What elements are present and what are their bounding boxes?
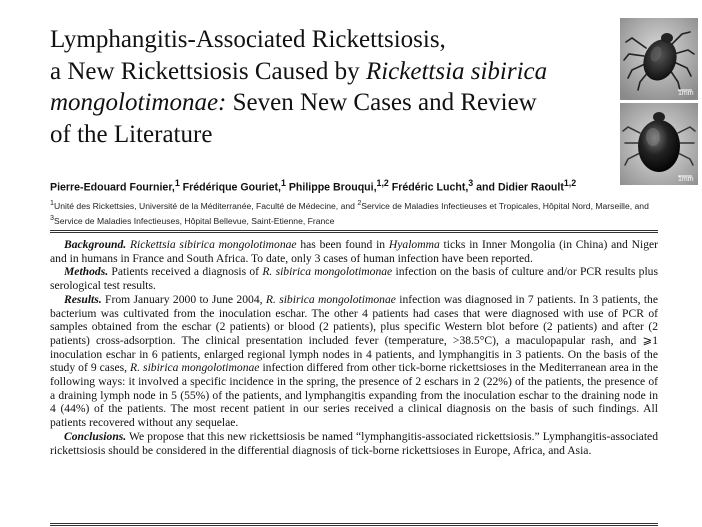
author-name: Frédéric Lucht, <box>388 181 469 194</box>
tick-photos <box>620 18 698 186</box>
tick-dorsal-photo <box>620 18 698 100</box>
title-line-3 <box>50 87 610 119</box>
title-line-4: of the Literature <box>50 120 213 148</box>
abstract-text: From January 2000 to June 2004, <box>101 292 266 306</box>
tick-ventral-icon <box>620 103 698 185</box>
affiliation-mark: 1 <box>50 199 54 207</box>
title-line-1: Lymphangitis-Associated Rickettsiosis, <box>50 26 446 53</box>
author-name: Frédérique Gouriet, <box>179 181 281 194</box>
author-list <box>50 178 650 194</box>
author-name: Philippe Brouqui, <box>285 181 377 194</box>
species-name: Rickettsia sibirica mongolotimonae <box>126 238 297 251</box>
affiliation-mark: 3 <box>50 214 54 223</box>
abstract-text: Patients received a diagnosis of <box>108 265 263 279</box>
species-name: R. sibirica mongolotimonae <box>130 361 260 375</box>
section-heading: Results. <box>64 292 102 306</box>
species-name: R. sibirica mongolotimonae <box>265 292 396 306</box>
author-affiliation-mark: 1 <box>174 178 180 188</box>
abstract-background <box>50 238 658 265</box>
divider <box>50 232 658 233</box>
affiliation-text: Unité des Rickettsies, Université de la Méditerranée, Faculté de Médecine, and <box>53 200 358 211</box>
abstract <box>50 238 658 457</box>
tick-ventral-photo <box>620 103 698 185</box>
paper-title <box>50 24 610 150</box>
species-name: Rickettsia sibirica <box>365 57 548 85</box>
section-heading: Background. <box>64 238 127 251</box>
species-name: mongolotimonae: <box>50 89 227 116</box>
abstract-text: ticks in Inner Mongolia (in China) and Niger and in humans in France and South Africa. To date, only 3 cases of human infection have been reported. <box>50 238 659 265</box>
section-heading: Conclusions. <box>64 429 127 443</box>
author-name: and Didier Raoult <box>473 181 564 194</box>
author-affiliation-mark: 3 <box>468 178 474 188</box>
title-text: Seven New Cases and Review <box>226 89 537 116</box>
abstract-text: has been found in <box>296 238 389 251</box>
scale-label: 1mm <box>678 176 694 183</box>
author-affiliation-mark: 1,2 <box>376 178 389 188</box>
affiliation-text: Service de Maladies Infectieuses et Tropicales, Hôpital Nord, Marseille, and <box>361 200 649 211</box>
scale-label: 1mm <box>678 90 694 97</box>
affiliation-text: Service de Maladies Infectieuses, Hôpital Bellevue, Saint-Etienne, France <box>53 216 335 227</box>
author-affiliation-mark: 1 <box>280 178 286 188</box>
abstract-conclusions <box>50 430 658 457</box>
author-affiliation-mark: 1,2 <box>563 178 577 188</box>
genus-name: Hyalomma <box>388 238 440 251</box>
section-heading: Methods. <box>64 265 109 279</box>
affiliation-mark: 2 <box>357 199 362 207</box>
abstract-results <box>50 293 658 430</box>
abstract-text: infection was diagnosed in 7 patients. In 3 patients, the bacterium was cultivated from the inoculation eschar. The other 4 patients had cases that were diagnosed with use of PCR of samples obtained from the eschar (2 patients) or blood (2 patients), plus specific Western blot before (2 patients) and after (2 patients) cross-adsorption. The clinical presentation included fever (temperature, >38.5°C), a maculopapular rash, and ⩾1 inoculation eschar in 6 patients, enlarged regional lymph nodes in 4 patients, and lymphangitis in 3 patients. On the basis of the study of 9 cases, <box>50 292 659 375</box>
abstract-text: infection differed from other tick-borne rickettsioses in the Mediterranean area in the following ways: it involved a specific incidence in the spring, the presence of 2 eschars in 2 (22%) of the patients, the presence of a draining lymph node in 5 (55%) of the patients, and lymphangitis expanding from the inoculation eschar to the draining node in 4 (44%) of the patients. The most recent patient in our series received a clinical diagnosis on the basis of such findings. All patients recovered without any sequelae. <box>50 361 658 430</box>
author-name: Pierre-Edouard Fournier, <box>50 181 175 194</box>
divider <box>50 525 658 526</box>
abstract-text: infection on the basis of culture and/or PCR results plus serological test results. <box>50 265 658 293</box>
abstract-text: We propose that this new rickettsiosis be named “lymphangitis-associated rickettsiosis.” Lymphangitis-associated rickettsiosis should be considered in the differential diagnosis of tick-borne rickettsioses in Europe, Africa, and Asia. <box>50 429 658 457</box>
affiliations <box>50 197 655 228</box>
title-text: a New Rickettsiosis Caused by <box>50 57 366 85</box>
species-name: R. sibirica mongolotimonae <box>262 265 393 279</box>
title-line-2 <box>50 56 610 88</box>
divider <box>50 230 658 231</box>
divider <box>50 523 658 524</box>
tick-dorsal-icon <box>620 18 698 100</box>
abstract-methods <box>50 265 658 292</box>
